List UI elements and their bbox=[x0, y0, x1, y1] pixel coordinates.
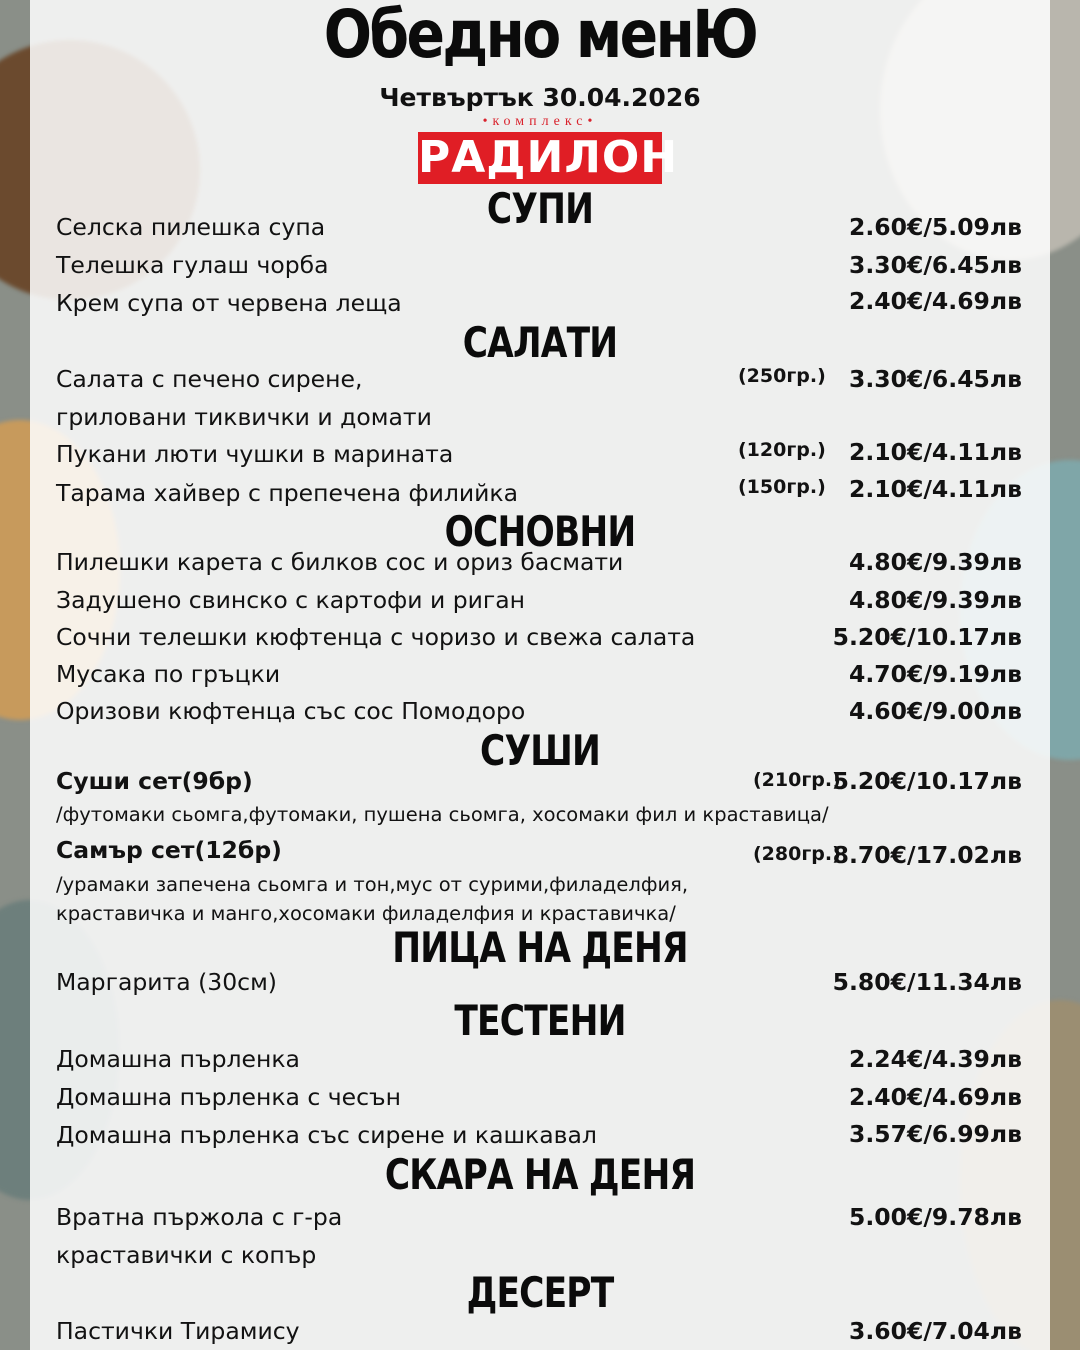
menu-item-price: 2.40€/4.69лв bbox=[849, 1083, 1022, 1111]
menu-item-price: 3.30€/6.45лв bbox=[849, 251, 1022, 279]
section-title-salads: САЛАТИ bbox=[462, 318, 618, 367]
menu-item-price: 4.80€/9.39лв bbox=[849, 548, 1022, 576]
menu-item-weight: (210гр.) bbox=[753, 769, 841, 791]
menu-item-price: 8.70€/17.02лв bbox=[832, 841, 1022, 869]
section-title-soups: СУПИ bbox=[486, 184, 594, 233]
menu-item-name-line2: краставички с копър bbox=[56, 1241, 317, 1269]
menu-item-weight: (120гр.) bbox=[738, 439, 826, 461]
menu-item-description: /урамаки запечена сьомга и тон,мус от сурими,филаделфия, bbox=[56, 873, 689, 896]
menu-item-name: Пастички Тирамису bbox=[56, 1317, 300, 1345]
menu-item-price: 2.10€/4.11лв bbox=[849, 475, 1022, 503]
menu-item-price: 3.57€/6.99лв bbox=[849, 1120, 1022, 1148]
menu-item-description: /футомаки сьомга,футомаки, пушена сьомга, хосомаки фил и краставица/ bbox=[56, 803, 829, 826]
menu-item-weight: (280гр.) bbox=[753, 843, 841, 865]
menu-item-name: Сочни телешки кюфтенца с чоризо и свежа салата bbox=[56, 623, 696, 651]
menu-item-name: Суши сет(9бр) bbox=[56, 767, 253, 795]
menu-item-name: Мусака по гръцки bbox=[56, 660, 281, 688]
menu-item-price: 3.30€/6.45лв bbox=[849, 365, 1022, 393]
menu-item-name: Домашна пърленка с чесън bbox=[56, 1083, 402, 1111]
menu-item-name: Задушено свинско с картофи и риган bbox=[56, 586, 526, 614]
menu-item-name: Салата с печено сирене, bbox=[56, 365, 363, 393]
menu-item-name: Телешка гулаш чорба bbox=[56, 251, 329, 279]
page-title: Обедно менЮ bbox=[323, 0, 757, 73]
menu-item-price: 4.70€/9.19лв bbox=[849, 660, 1022, 688]
menu-item-name: Тарама хайвер с препечена филийка bbox=[56, 479, 519, 507]
menu-item-name: Селска пилешка супа bbox=[56, 213, 326, 241]
menu-item-name: Самър сет(12бр) bbox=[56, 836, 282, 864]
menu-item-name: Домашна пърленка със сирене и кашкавал bbox=[56, 1121, 597, 1149]
menu-item-name: Оризови кюфтенца със сос Помодоро bbox=[56, 697, 526, 725]
menu-item-name: Маргарита (30см) bbox=[56, 968, 277, 996]
menu-item-name: Пилешки карета с билков сос и ориз басмати bbox=[56, 548, 624, 576]
menu-item-name: Пукани люти чушки в марината bbox=[56, 440, 454, 468]
menu-item-price: 4.60€/9.00лв bbox=[849, 697, 1022, 725]
menu-item-price: 2.24€/4.39лв bbox=[849, 1045, 1022, 1073]
menu-item-name: Вратна пържола с г-ра bbox=[56, 1203, 343, 1231]
menu-item-price: 5.20€/10.17лв bbox=[832, 767, 1022, 795]
menu-item-weight: (150гр.) bbox=[738, 476, 826, 498]
menu-date: Четвъртък 30.04.2026 bbox=[379, 83, 701, 112]
menu-item-name: Крем супа от червена леща bbox=[56, 289, 402, 317]
menu-item-price: 5.20€/10.17лв bbox=[832, 623, 1022, 651]
section-title-dessert: ДЕСЕРТ bbox=[466, 1268, 614, 1317]
logo-name: РАДИЛОН bbox=[418, 132, 679, 183]
logo-subtitle: •комплекс• bbox=[482, 114, 598, 129]
section-title-dough: ТЕСТЕНИ bbox=[454, 996, 626, 1045]
menu-item-name-line2: гриловани тиквички и домати bbox=[56, 403, 432, 431]
menu-item-price: 3.60€/7.04лв bbox=[849, 1317, 1022, 1345]
section-title-mains: ОСНОВНИ bbox=[444, 507, 636, 556]
menu-item-price: 5.00€/9.78лв bbox=[849, 1203, 1022, 1231]
section-title-grill: СКАРА НА ДЕНЯ bbox=[384, 1150, 696, 1199]
menu-item-price: 2.40€/4.69лв bbox=[849, 287, 1022, 315]
menu-item-price: 4.80€/9.39лв bbox=[849, 586, 1022, 614]
menu-item-price: 2.60€/5.09лв bbox=[849, 213, 1022, 241]
menu-item-price: 2.10€/4.11лв bbox=[849, 438, 1022, 466]
menu-item-name: Домашна пърленка bbox=[56, 1045, 300, 1073]
radilon-logo bbox=[418, 114, 679, 186]
menu-item-weight: (250гр.) bbox=[738, 365, 826, 387]
menu-item-description-line2: краставичка и манго,хосомаки филаделфия и краставичка/ bbox=[56, 902, 676, 925]
section-title-sushi: СУШИ bbox=[480, 726, 600, 775]
menu-item-price: 5.80€/11.34лв bbox=[832, 968, 1022, 996]
section-title-pizza: ПИЦА НА ДЕНЯ bbox=[392, 923, 688, 972]
